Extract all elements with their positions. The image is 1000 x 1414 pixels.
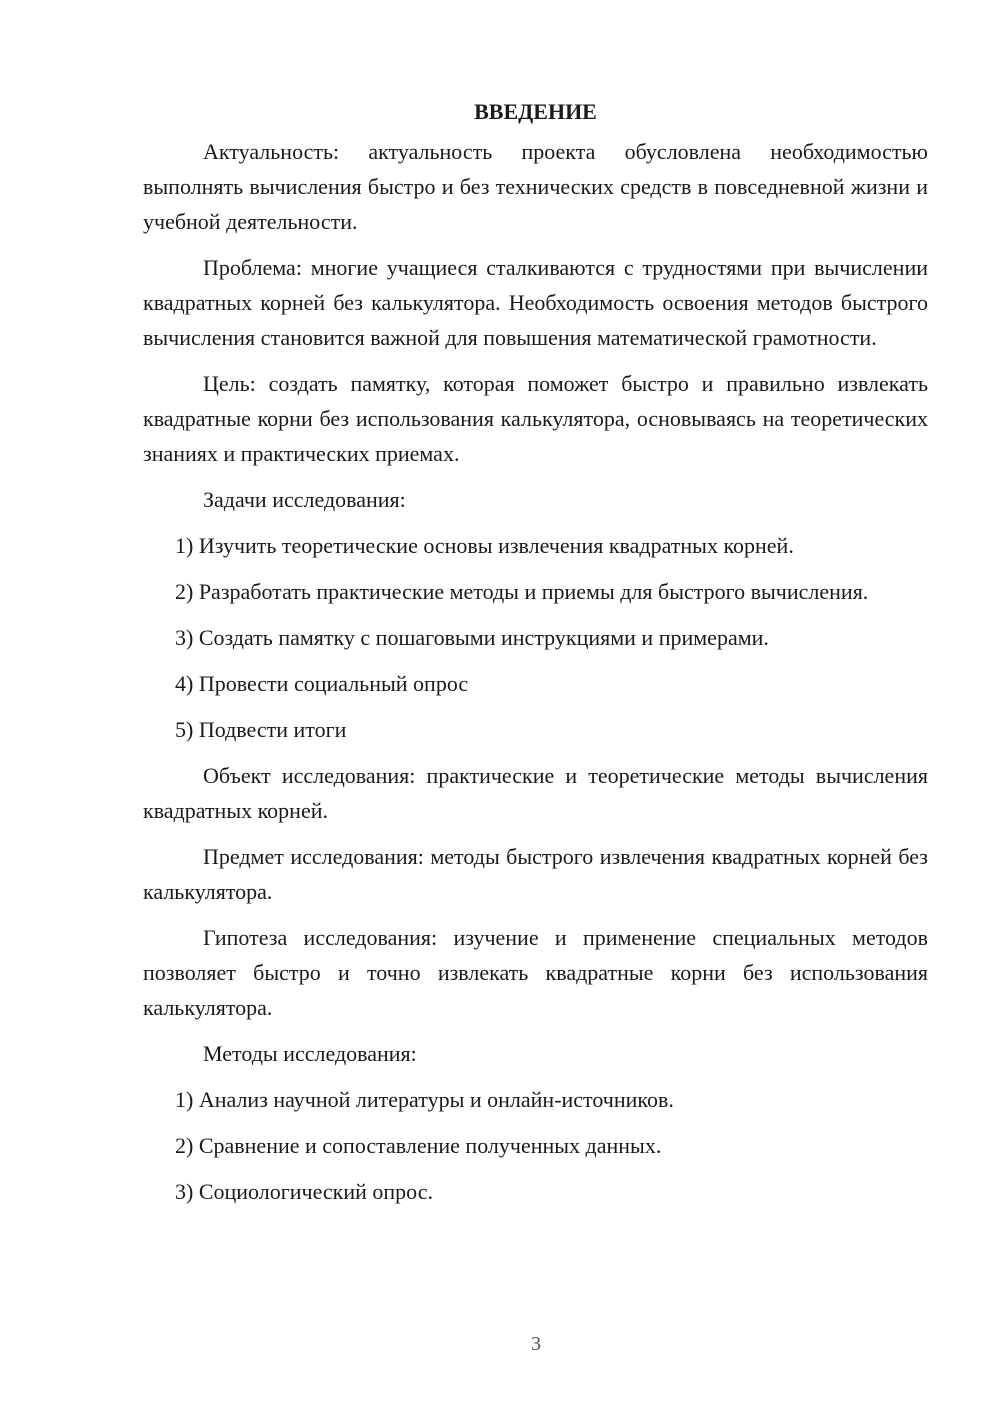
task-item: 3) Создать памятку с пошаговыми инструкциями и примерами. <box>175 625 769 650</box>
problem-paragraph: Проблема: многие учащиеся сталкиваются с трудностями при вычислении квадратных корней без калькулятора. Необходимость освоения методов быстрого вычисления становится важной для повышения математической грамотности. <box>143 255 928 350</box>
task-item: 1) Изучить теоретические основы извлечения квадратных корней. <box>175 533 794 558</box>
method-item: 2) Сравнение и сопоставление полученных данных. <box>175 1133 662 1158</box>
page-number: 3 <box>531 1333 541 1355</box>
task-item: 2) Разработать практические методы и приемы для быстрого вычисления. <box>175 579 869 604</box>
object-paragraph: Объект исследования: практические и теоретические методы вычисления квадратных корней. <box>143 763 928 823</box>
methods-title: Методы исследования: <box>203 1041 417 1066</box>
document-body <box>143 94 928 1220</box>
section-heading: ВВЕДЕНИЕ <box>474 99 597 124</box>
subject-paragraph: Предмет исследования: методы быстрого извлечения квадратных корней без калькулятора. <box>143 844 928 904</box>
goal-paragraph: Цель: создать памятку, которая поможет быстро и правильно извлекать квадратные корни без использования калькулятора, основываясь на теоретических знаниях и практических приемах. <box>143 371 928 466</box>
method-item: 1) Анализ научной литературы и онлайн-источников. <box>175 1087 674 1112</box>
task-item: 4) Провести социальный опрос <box>175 671 469 696</box>
tasks-title: Задачи исследования: <box>203 487 406 512</box>
hypothesis-paragraph: Гипотеза исследования: изучение и применение специальных методов позволяет быстро и точно извлекать квадратные корни без использования калькулятора. <box>143 925 928 1020</box>
relevance-paragraph: Актуальность: актуальность проекта обусловлена необходимостью выполнять вычисления быстро и без технических средств в повседневной жизни и учебной деятельности. <box>143 139 928 234</box>
method-item: 3) Социологический опрос. <box>175 1179 433 1204</box>
task-item: 5) Подвести итоги <box>175 717 347 742</box>
